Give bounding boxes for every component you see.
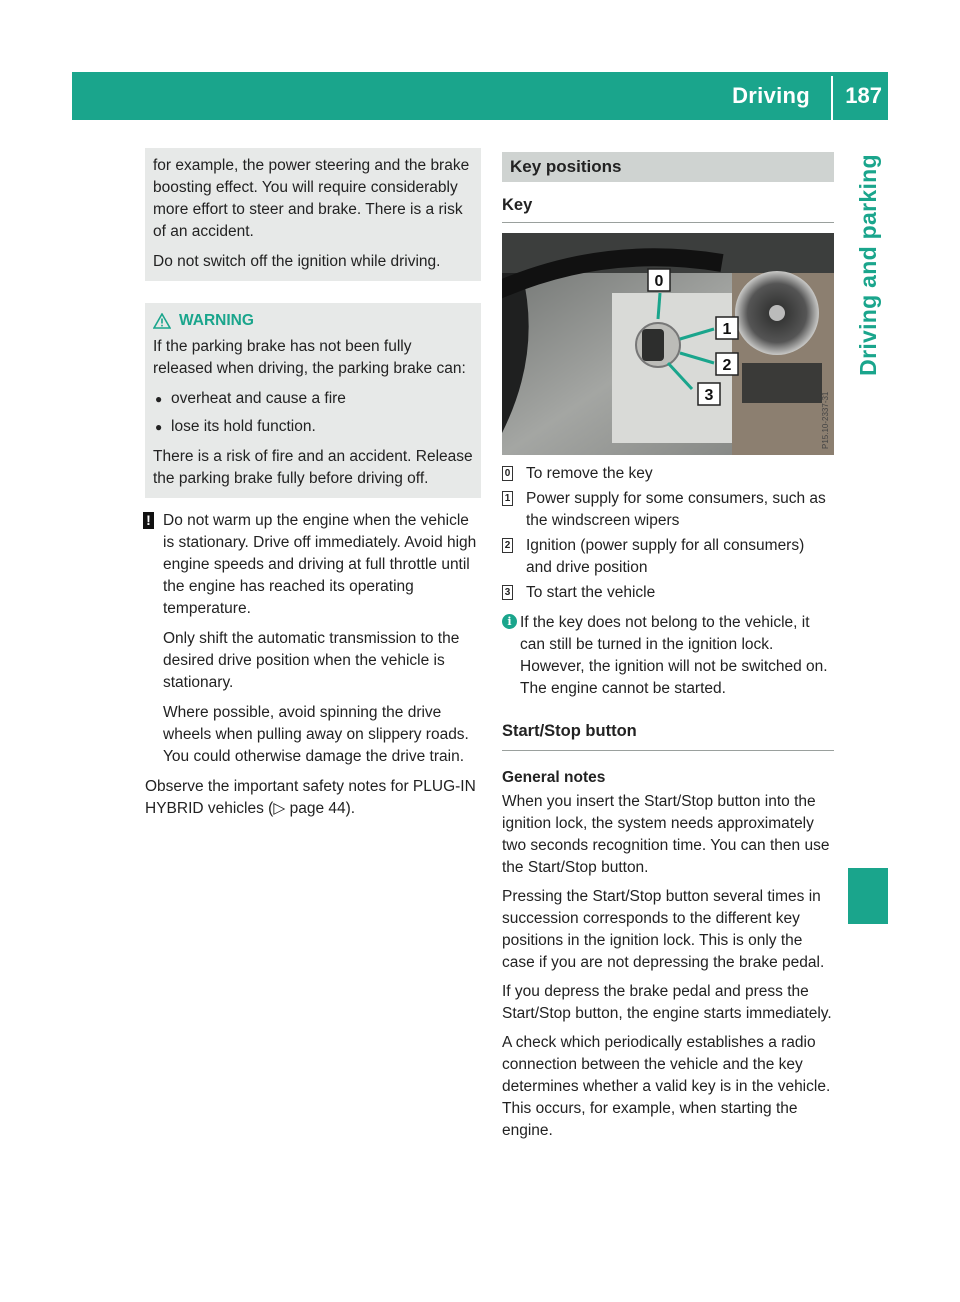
legend-number: 0 <box>502 466 513 481</box>
box-paragraph: for example, the power steering and the brake boosting effect. You will require considerably more effort to steer and brake. There is a risk of an accident. <box>153 157 470 240</box>
subsection-title-key: Key <box>502 194 834 223</box>
warning-heading <box>153 310 473 332</box>
photo-label: 2 <box>722 357 732 374</box>
key-position-legend <box>502 463 834 604</box>
legend-item <box>502 535 834 579</box>
legend-item <box>502 488 834 532</box>
warning-box <box>145 303 481 498</box>
legend-text: To remove the key <box>526 465 653 482</box>
warning-intro: If the parking brake has not been fully released when driving, the parking brake can: <box>153 338 466 377</box>
notice-paragraph: Where possible, avoid spinning the drive wheels when pulling away on slippery roads. You could otherwise damage the drive train. <box>163 704 469 765</box>
photo-code: P15.10-2337-31 <box>821 391 830 449</box>
legend-text: To start the vehicle <box>526 584 656 601</box>
page-arrow-icon: ▷ <box>273 800 286 817</box>
body-paragraph: Pressing the Start/Stop button several times in succession corresponds to the different key positions in the ignition lock. This is only the case if you are not depressing the brake pedal. <box>502 888 825 971</box>
section-title: Key positions <box>502 152 834 182</box>
general-notes-heading: General notes <box>502 769 606 786</box>
photo-label: 0 <box>654 273 664 290</box>
subsection-title-start-stop: Start/Stop button <box>502 720 834 751</box>
header-section-title: Driving <box>732 83 810 108</box>
list-item: ● overheat and cause a fire <box>153 388 473 410</box>
chapter-marker <box>848 868 888 924</box>
header-divider <box>831 76 833 120</box>
legend-text: Ignition (power supply for all consumers) and drive position <box>526 537 805 576</box>
notice-paragraph: Do not warm up the engine when the vehicle is stationary. Drive off immediately. Avoid high engine speeds and driving at full throttle until the engine has reached its operating temperature. <box>163 512 477 617</box>
photo-label: 3 <box>704 387 714 404</box>
notice-paragraph: Only shift the automatic transmission to the desired drive position when the vehicle is stationary. <box>163 630 460 691</box>
bullet-icon: ● <box>155 420 163 434</box>
left-column <box>145 148 481 820</box>
list-item: ● lose its hold function. <box>153 416 473 438</box>
page-reference-link[interactable]: page 44). <box>289 800 356 817</box>
body-paragraph: If you depress the brake pedal and press the Start/Stop button, the engine starts immediately. <box>502 983 832 1022</box>
photo-label: 1 <box>722 321 732 338</box>
legend-item <box>502 582 834 604</box>
warning-outro: There is a risk of fire and an accident. Release the parking brake fully before driving off. <box>153 448 473 487</box>
legend-number: 1 <box>502 491 513 506</box>
notice-block <box>145 510 481 768</box>
info-note <box>502 612 834 700</box>
right-column <box>502 152 834 1149</box>
page-header <box>72 72 888 120</box>
safety-note: Observe the important safety notes for PLUG-IN HYBRID vehicles (▷ page 44). <box>145 778 476 817</box>
chapter-tab <box>848 120 888 410</box>
warning-triangle-icon <box>153 313 171 329</box>
legend-text: Power supply for some consumers, such as the windscreen wipers <box>526 490 826 529</box>
legend-number: 2 <box>502 538 513 553</box>
legend-number: 3 <box>502 585 513 600</box>
exclamation-icon: ! <box>143 512 154 529</box>
info-text: If the key does not belong to the vehicle, it can still be turned in the ignition lock. However, the ignition will not be switched on. The engine cannot be started. <box>520 614 828 697</box>
body-paragraph: A check which periodically establishes a radio connection between the vehicle and the key determines whether a valid key is in the vehicle. This occurs, for example, when starting the engine. <box>502 1034 831 1139</box>
legend-item <box>502 463 834 485</box>
ignition-lock-photo <box>502 233 834 455</box>
chapter-tab-label: Driving and parking <box>855 154 881 376</box>
box-paragraph: Do not switch off the ignition while driving. <box>153 253 441 270</box>
page-number: 187 <box>845 83 882 108</box>
warning-title: WARNING <box>179 312 254 329</box>
bullet-icon: ● <box>155 392 163 406</box>
info-icon: i <box>502 614 517 629</box>
body-paragraph: When you insert the Start/Stop button into the ignition lock, the system needs approximately two seconds recognition time. You can then use the Start/Stop button. <box>502 793 830 876</box>
continued-warning-box <box>145 148 481 281</box>
warning-list <box>153 388 473 438</box>
